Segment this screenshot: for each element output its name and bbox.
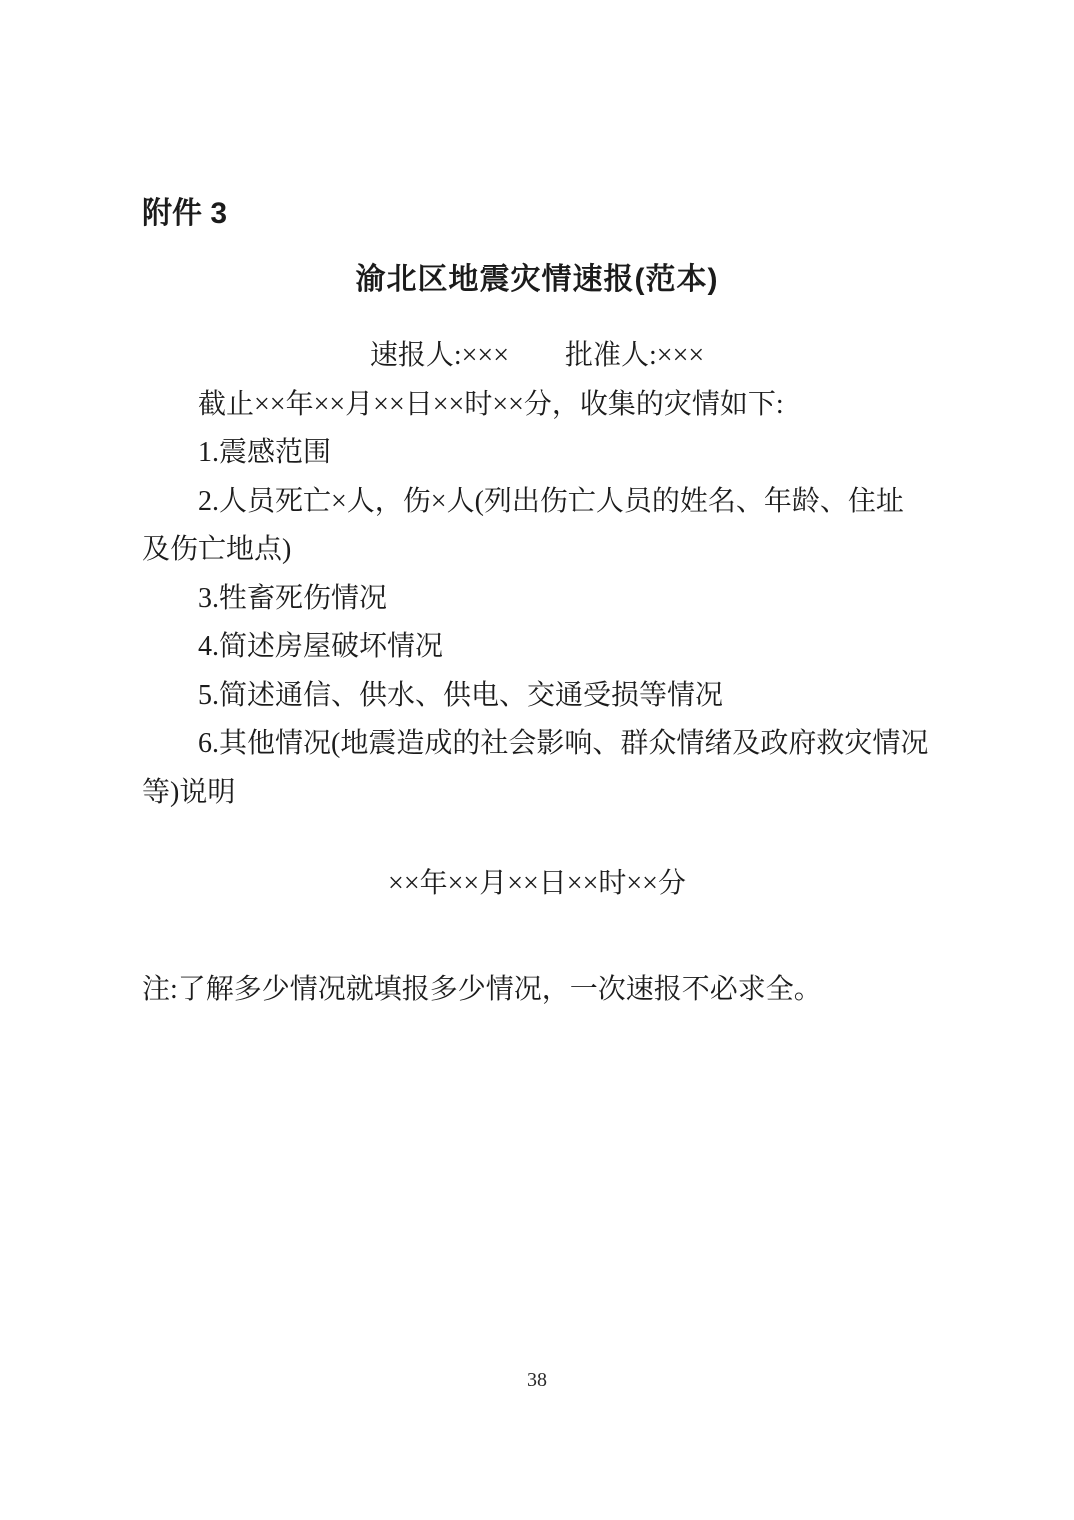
list-item-1: 1.震感范围 [198,437,332,468]
list-item-2-line-2: 及伤亡地点) [142,534,292,565]
list-item-6-line-2: 等)说明 [142,776,236,808]
intro-line: 截止××年××月××日××时××分，收集的灾情如下: [198,388,784,420]
list-item-4: 4.简述房屋破坏情况 [198,631,444,662]
date-placeholder-line: ××年××月××日××时××分 [388,868,686,899]
note-line: 注:了解多少情况就填报多少情况，一次速报不必求全。 [142,973,822,1005]
page-title: 渝北区地震灾情速报(范本) [355,263,719,296]
list-item-6-line-1: 6.其他情况(地震造成的社会影响、群众情绪及政府救灾情况 [198,728,929,759]
attachment-label: 附件 3 [142,197,228,230]
list-item-2-line-1: 2.人员死亡×人，伤×人(列出伤亡人员的姓名、年龄、住址 [198,485,904,517]
list-item-3: 3.牲畜死伤情况 [198,582,388,614]
page-number: 38 [527,1369,547,1391]
reporter-approver-line: 速报人:××× 批准人:××× [369,340,705,371]
list-item-5: 5.简述通信、供水、供电、交通受损等情况 [198,679,724,711]
